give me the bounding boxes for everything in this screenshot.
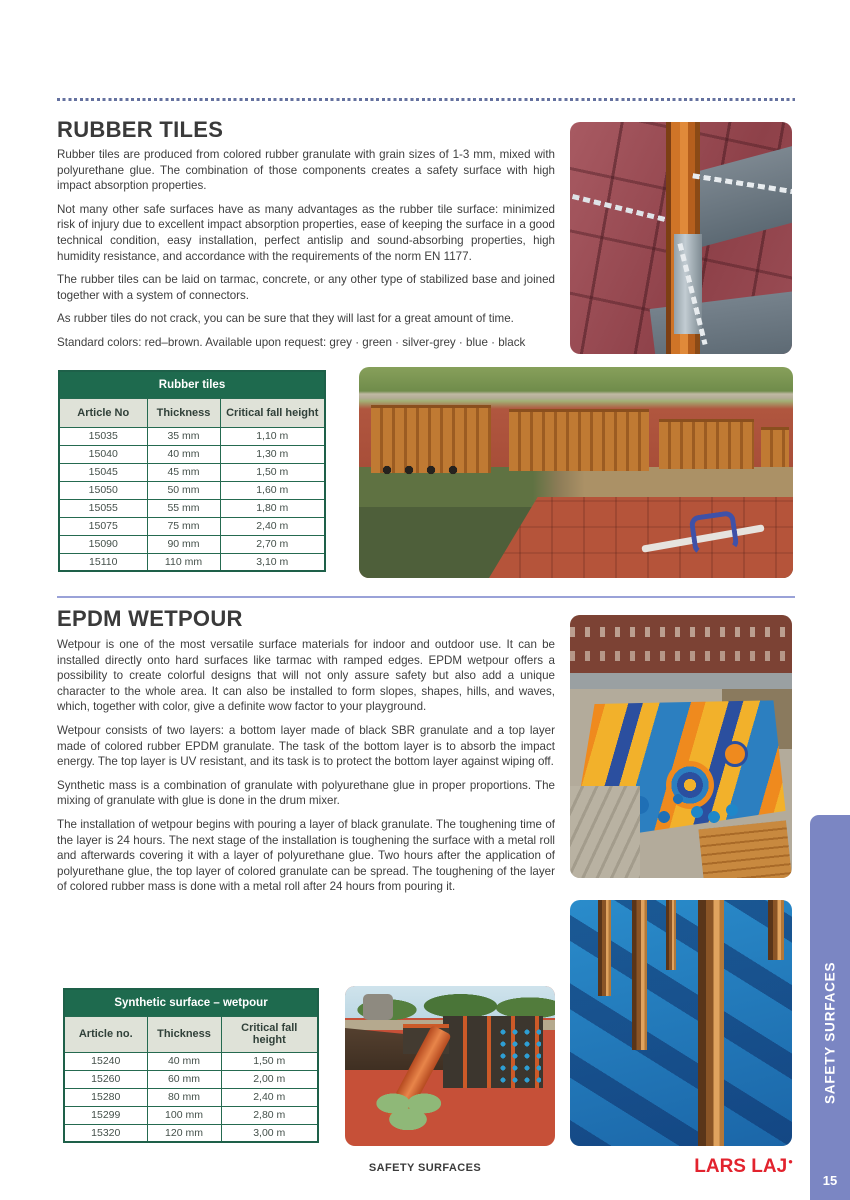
paragraph: Not many other safe surfaces have as many advantages as the rubber tile surface: minimized risk of injury due to excellent impact absorption properties, ease of keeping the surface in a good technical condition, easy installation, perfect antislip and sound-absorbing properties, high humidity resistance, and accordance with the requirements of the norm EN 1177. [57, 202, 555, 263]
table-cell: 1,50 m [220, 463, 325, 481]
footer-section-label: SAFETY SURFACES [368, 1162, 482, 1174]
column-header: Critical fall height [220, 398, 325, 427]
table-cell: 40 mm [147, 1052, 221, 1070]
table-cell: 120 mm [147, 1124, 221, 1142]
table-cell: 1,80 m [220, 499, 325, 517]
page-number: 15 [822, 1173, 838, 1188]
photo-detail [363, 994, 393, 1020]
paragraph: The installation of wetpour begins with pouring a layer of black granulate. The toughening time of the layer is 24 hours. The next stage of the installation is toughening the surface with a metal roll and afterwards covering it with a layer of polyurethane glue. Two hours after the application of polyurethane glue, the top layer of colored granulate can be spread. The toughening of the layer of colored rubber mass is done with a metal roll after 24 hours from pouring it. [57, 817, 555, 894]
table-cell: 80 mm [147, 1088, 221, 1106]
epdm-wetpour-text [57, 637, 555, 903]
table-cell: 15320 [64, 1124, 147, 1142]
column-header: Article No [59, 398, 147, 427]
dotted-rule [57, 98, 795, 101]
table-cell: 1,50 m [221, 1052, 318, 1070]
sidebar-tab [810, 815, 850, 1200]
photo-detail [632, 900, 647, 1050]
table-cell: 35 mm [147, 427, 220, 445]
table-cell: 15055 [59, 499, 147, 517]
table-cell: 15050 [59, 481, 147, 499]
photo-detail [666, 900, 676, 970]
photo-detail [659, 419, 754, 469]
table-row [64, 1106, 318, 1124]
table-cell: 2,40 m [220, 517, 325, 535]
table-cell: 1,10 m [220, 427, 325, 445]
rubber-tiles-text [57, 147, 555, 359]
table-cell: 55 mm [147, 499, 220, 517]
table-cell: 15035 [59, 427, 147, 445]
table-cell: 15040 [59, 445, 147, 463]
table-row [59, 553, 325, 571]
table-cell: 3,10 m [220, 553, 325, 571]
sidebar-section-label: SAFETY SURFACES [822, 961, 838, 1105]
table-row [59, 463, 325, 481]
section-divider [57, 596, 795, 598]
table-row [64, 1124, 318, 1142]
table-row [64, 1070, 318, 1088]
photo-detail [570, 191, 681, 225]
photo-detail [570, 615, 792, 673]
column-header: Thickness [147, 398, 220, 427]
table-title: Rubber tiles [59, 371, 325, 398]
table-cell: 110 mm [147, 553, 220, 571]
photo-detail [761, 427, 789, 467]
photo-detail [377, 463, 469, 477]
logo-trademark-dot: ● [788, 1157, 793, 1166]
photo-detail [688, 510, 739, 556]
table-cell: 50 mm [147, 481, 220, 499]
photo-detail [509, 409, 649, 471]
table-cell: 15110 [59, 553, 147, 571]
table-row [59, 499, 325, 517]
table-row [59, 535, 325, 553]
table-cell: 15280 [64, 1088, 147, 1106]
photo-detail [489, 497, 793, 578]
photo-detail [598, 900, 611, 996]
table-cell: 15240 [64, 1052, 147, 1070]
paragraph: Rubber tiles are produced from colored rubber granulate with grain sizes of 1-3 mm, mixed with polyurethane glue. The combination of those components creates a safety surface with high impact absorption properties. [57, 148, 555, 193]
table-cell: 75 mm [147, 517, 220, 535]
table-cell: 40 mm [147, 445, 220, 463]
photo-wetpour-slide [345, 986, 555, 1146]
table-cell: 15260 [64, 1070, 147, 1088]
photo-detail [698, 820, 792, 878]
table-cell: 3,00 m [221, 1124, 318, 1142]
logo-text: LARS LAJ [694, 1156, 788, 1177]
table-cell: 60 mm [147, 1070, 221, 1088]
table-cell: 100 mm [147, 1106, 221, 1124]
photo-detail [570, 673, 792, 689]
table-cell: 15075 [59, 517, 147, 535]
table-row [64, 1052, 318, 1070]
photo-detail [497, 1026, 541, 1084]
paragraph: The rubber tiles can be laid on tarmac, concrete, or any other type of stabilized base and joined together with a system of connectors. [57, 273, 555, 302]
table-cell: 15045 [59, 463, 147, 481]
column-header: Critical fall height [221, 1016, 318, 1052]
table-cell: 1,30 m [220, 445, 325, 463]
photo-playground-rubber-tiles [359, 367, 793, 578]
table-title: Synthetic surface – wetpour [64, 989, 318, 1016]
table-cell: 2,80 m [221, 1106, 318, 1124]
photo-detail [371, 1092, 445, 1130]
table-cell: 15090 [59, 535, 147, 553]
larslaj-logo [680, 1156, 792, 1178]
table-row [59, 427, 325, 445]
table-row [59, 517, 325, 535]
table-cell: 2,70 m [220, 535, 325, 553]
table-cell: 2,00 m [221, 1070, 318, 1088]
table-cell: 15299 [64, 1106, 147, 1124]
photo-rubber-tiles-closeup [570, 122, 792, 354]
table-row [59, 481, 325, 499]
wetpour-table [63, 988, 319, 1143]
paragraph: Wetpour is one of the most versatile surface materials for indoor and outdoor use. It can be installed directly onto hard surfaces like tarmac with ramped edges. EPDM wetpour offers a possibility to create colorful designs that will not only assure safety but also add a unique character to the whole area. It can also be installed to form slopes, shapes, hills, and waves, which, together with color, give a definite wow factor to your playground. [57, 638, 555, 714]
photo-detail [722, 741, 748, 767]
paragraph: Standard colors: red–brown. Available upon request: grey · green · silver-grey · blue · black [57, 335, 526, 349]
table-cell: 2,40 m [221, 1088, 318, 1106]
table-cell: 1,60 m [220, 481, 325, 499]
rubber-tiles-heading: RUBBER TILES [57, 117, 224, 142]
photo-detail [768, 900, 784, 960]
paragraph: Synthetic mass is a combination of granulate with polyurethane glue in proper proportions. The mixing of granulate with glue is done in the drum mixer. [57, 778, 555, 808]
epdm-wetpour-heading: EPDM WETPOUR [57, 606, 243, 631]
column-header: Thickness [147, 1016, 221, 1052]
column-header: Article no. [64, 1016, 147, 1052]
table-cell: 90 mm [147, 535, 220, 553]
rubber-tiles-table [58, 370, 326, 572]
photo-detail [570, 786, 640, 878]
paragraph: As rubber tiles do not crack, you can be sure that they will last for a great amount of time. [57, 312, 514, 326]
table-row [59, 445, 325, 463]
photo-blue-wetpour-poles [570, 900, 792, 1146]
table-cell: 45 mm [147, 463, 220, 481]
table-row [64, 1088, 318, 1106]
photo-epdm-aerial [570, 615, 792, 878]
paragraph: Wetpour consists of two layers: a bottom layer made of black SBR granulate and a top layer made of colored rubber EPDM granulate. The task of the bottom layer is to absorb the impact energy. The top layer is UV resistant, and its task is to protect the bottom layer against wiping off. [57, 723, 555, 769]
photo-detail [698, 900, 724, 1146]
